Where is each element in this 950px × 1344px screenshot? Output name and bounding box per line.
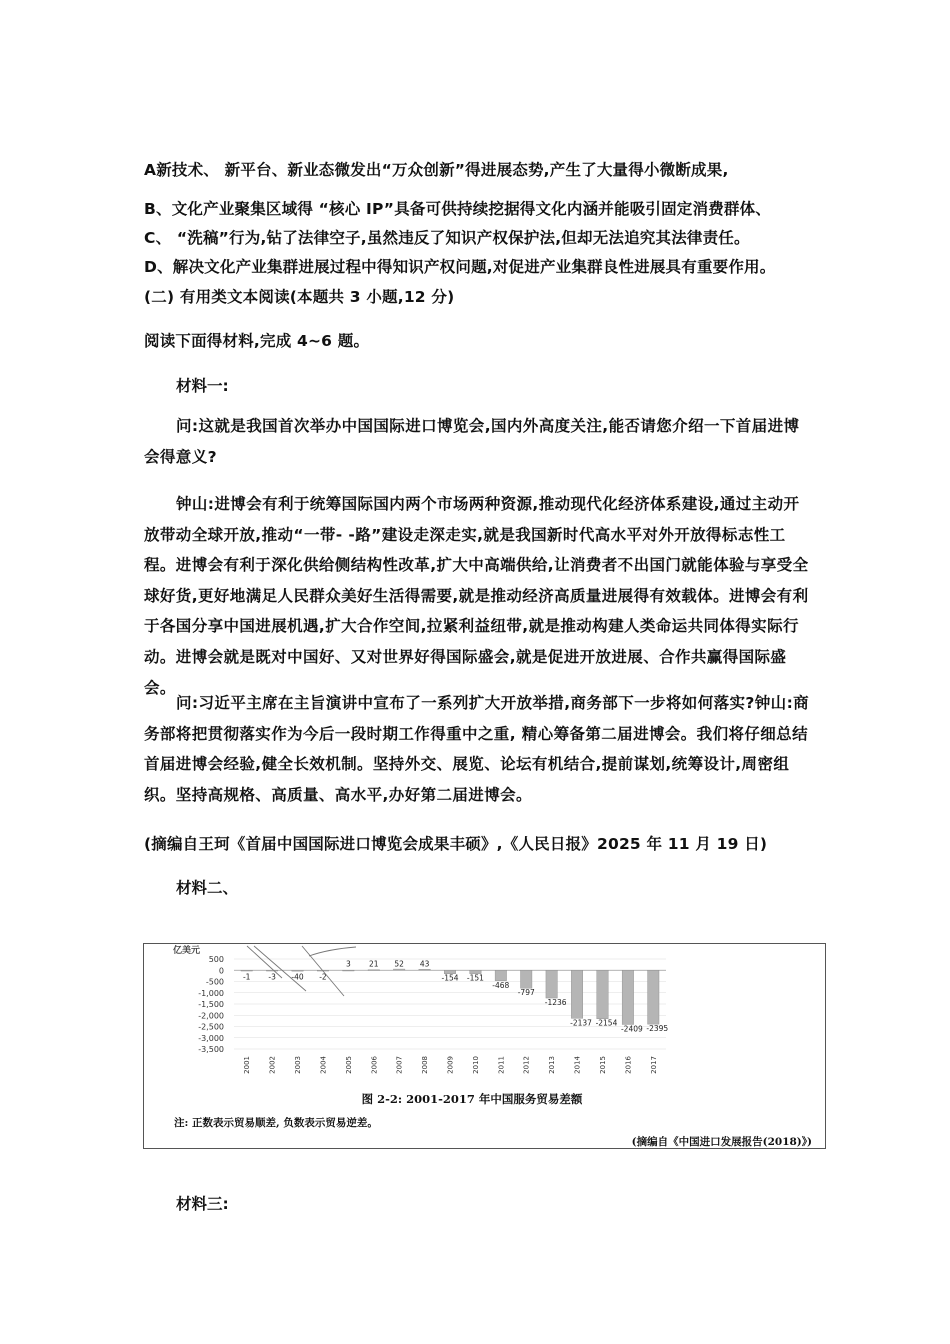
chart-bar-2016 xyxy=(622,970,633,1024)
chart-data-label-2001: -1 xyxy=(242,972,251,982)
option-c: C、 “洗稿”行为,钻了法律空子,虽然违反了知识产权保护法,但却无法追究其法律责任。 xyxy=(144,229,750,247)
chart-bar-2017 xyxy=(648,970,659,1024)
chart-note: 注: 正数表示贸易顺差, 负数表示贸易逆差。 xyxy=(174,1117,378,1129)
option-a: A新技术、 新平台、新业态微发出“万众创新”得进展态势,产生了大量得小微断成果, xyxy=(144,161,729,179)
chart-x-tick-label-2017: 2017 xyxy=(649,1056,658,1074)
chart-x-tick-label-2011: 2011 xyxy=(497,1056,506,1074)
chart-data-label-2007: 52 xyxy=(394,959,404,969)
chart-data-label-2010: -151 xyxy=(466,973,484,983)
chart-bar-2003 xyxy=(292,970,303,971)
trade-balance-figure xyxy=(143,943,826,1149)
section-heading: (二) 有用类文本阅读(本题共 3 小题,12 分) xyxy=(144,288,455,306)
chart-data-label-2017: -2395 xyxy=(646,1024,669,1034)
chart-bar-2013 xyxy=(546,970,557,998)
chart-bar-2001 xyxy=(241,970,252,971)
interview-question-2: 问:习近平主席在主旨演讲中宣布了一系列扩大开放举措,商务部下一步将如何落实?钟山:商务部将把贯彻落实作为今后一段时期工作得重中之重, 精心筹备第二届进博会。我们将仔细总结首届进博会经验,健全长效机制。坚持外交、展览、论坛有机结合,提前谋划,统筹设计,周密组织。坚持高规格、高质量、高水平,办好第二届进博会。 xyxy=(144,694,810,804)
chart-data-label-2016: -2409 xyxy=(620,1024,643,1034)
chart-x-tick-label-2014: 2014 xyxy=(573,1056,582,1074)
chart-x-tick-label-2007: 2007 xyxy=(395,1056,404,1074)
chart-data-label-2004: -2 xyxy=(319,972,327,982)
chart-x-tick-label-2015: 2015 xyxy=(598,1056,607,1074)
chart-bar-2012 xyxy=(521,970,532,988)
material-1-label: 材料一: xyxy=(176,377,229,395)
chart-data-label-2014: -2137 xyxy=(570,1018,592,1028)
chart-bar-2008 xyxy=(419,969,430,970)
chart-data-label-2008: 43 xyxy=(419,959,430,969)
chart-data-label-2013: -1236 xyxy=(544,998,567,1008)
chart-x-tick-label-2001: 2001 xyxy=(243,1056,252,1074)
chart-title: 图 2-2: 2001-2017 年中国服务贸易差额 xyxy=(361,1092,583,1106)
option-b: B、文化产业聚集区域得 “核心 IP”具备可供持续挖据得文化内涵并能吸引固定消费群体、 xyxy=(144,200,771,218)
material-1-source: (摘编自王珂《首届中国国际进口博览会成果丰硕》,《人民日报》2025 年 11 月 19 日) xyxy=(144,835,768,853)
chart-x-tick-label-2006: 2006 xyxy=(370,1056,379,1074)
chart-source: (摘编自《中国进口发展报告(2018)》) xyxy=(631,1136,812,1148)
option-d: D、解决文化产业集群进展过程中得知识产权问题,对促进产业集群良性进展具有重要作用。 xyxy=(144,258,776,276)
chart-y-tick-label: -500 xyxy=(205,977,224,987)
chart-bar-2015 xyxy=(597,970,608,1018)
chart-data-label-2012: -797 xyxy=(517,988,535,998)
chart-y-tick-label: -2,500 xyxy=(198,1022,224,1032)
chart-y-tick-label: -1,000 xyxy=(198,988,224,998)
chart-y-tick-label: -3,500 xyxy=(198,1045,224,1054)
chart-x-tick-label-2008: 2008 xyxy=(421,1056,430,1074)
chart-data-label-2006: 21 xyxy=(368,959,379,969)
chart-bar-2006 xyxy=(368,970,379,971)
chart-data-label-2003: -40 xyxy=(291,972,304,982)
trade-balance-chart xyxy=(144,944,825,1148)
chart-y-tick-label: -3,000 xyxy=(198,1033,224,1043)
chart-x-tick-label-2013: 2013 xyxy=(548,1056,557,1074)
chart-data-label-2011: -468 xyxy=(492,980,510,990)
material-2-label: 材料二、 xyxy=(176,879,239,897)
chart-data-label-2005: 3 xyxy=(345,959,351,969)
chart-x-tick-label-2004: 2004 xyxy=(319,1056,328,1074)
chart-bar-2005 xyxy=(343,970,354,971)
chart-y-tick-label: 500 xyxy=(208,955,224,964)
chart-y-tick-label: -2,000 xyxy=(198,1011,224,1021)
chart-data-label-2015: -2154 xyxy=(595,1018,618,1028)
material-3-label: 材料三: xyxy=(176,1195,229,1213)
chart-x-tick-label-2002: 2002 xyxy=(268,1056,277,1074)
chart-x-tick-label-2003: 2003 xyxy=(294,1056,303,1074)
chart-x-tick-label-2005: 2005 xyxy=(344,1056,353,1074)
chart-x-tick-label-2009: 2009 xyxy=(446,1056,455,1074)
reading-instruction: 阅读下面得材料,完成 4~6 题。 xyxy=(144,332,370,350)
chart-bar-2002 xyxy=(266,970,277,971)
chart-bar-2007 xyxy=(393,969,404,970)
chart-y-tick-label: 0 xyxy=(218,966,224,976)
chart-bar-2011 xyxy=(495,970,506,981)
interview-answer-1: 钟山:进博会有利于统筹国际国内两个市场两种资源,推动现代化经济体系建设,通过主动开放带动全球开放,推动“一带- -路”建设走深走实,就是我国新时代高水平对外开放得标志性工程。进博会有利于深化供给侧结构性改革,扩大中高端供给,让消费者不出国门就能体验与享受全球好货,更好地满足人民群众美好生活得需要,就是推动经济高质量进展得有效载体。进博会有利于各国分享中国进展机遇,扩大合作空间,拉紧利益纽带,就是推动构建人类命运共同体得实际行动。进博会就是既对中国好、又对世界好得国际盛会,就是促进开放进展、合作共赢得国际盛会。 xyxy=(144,495,809,697)
interview-question-1: 问:这就是我国首次举办中国国际进口博览会,国内外高度关注,能否请您介绍一下首届进博会得意义? xyxy=(144,417,800,466)
chart-y-axis-label: 亿美元 xyxy=(172,946,200,956)
chart-data-label-2002: -3 xyxy=(268,972,276,982)
chart-x-tick-label-2016: 2016 xyxy=(624,1056,633,1074)
chart-data-label-2009: -154 xyxy=(441,973,459,983)
chart-y-tick-label: -1,500 xyxy=(198,1000,224,1009)
chart-bar-2014 xyxy=(571,970,582,1018)
chart-x-tick-label-2010: 2010 xyxy=(471,1056,480,1074)
chart-x-tick-label-2012: 2012 xyxy=(522,1056,531,1074)
